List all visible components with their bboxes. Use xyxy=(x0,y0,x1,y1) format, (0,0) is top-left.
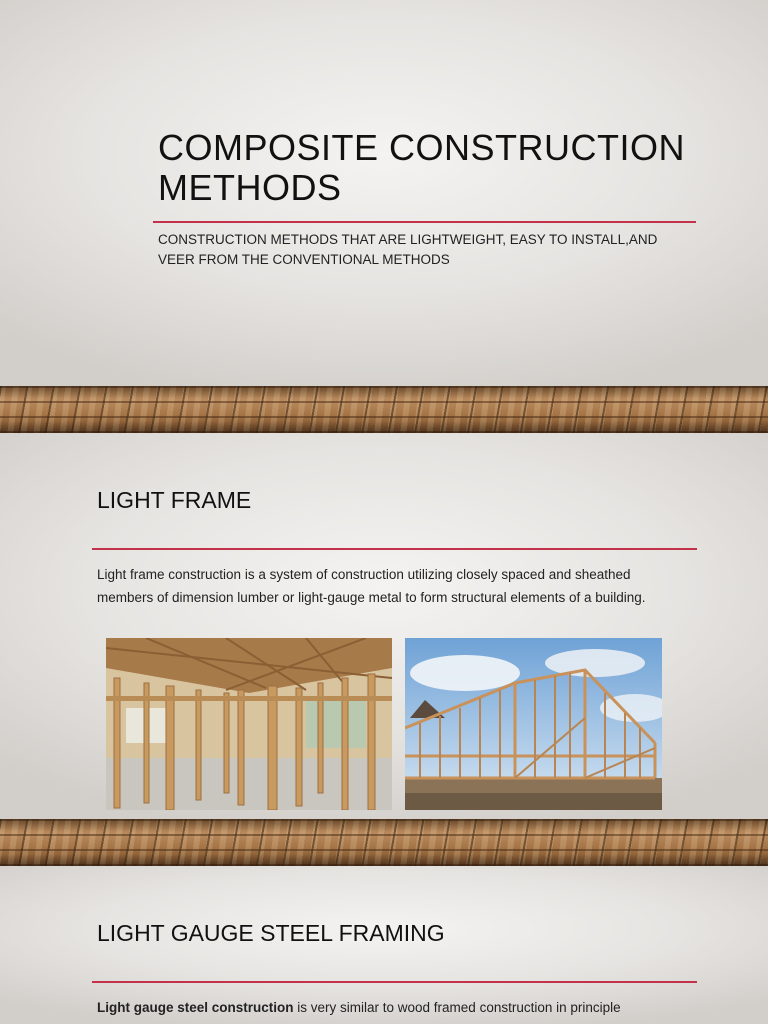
body-paragraph: Light frame construction is a system of construction utilizing closely spaced and sheathed members of dimension lumber or light-gauge metal to form structural elements of a building. xyxy=(97,567,646,605)
heading-rule xyxy=(92,981,697,983)
title-rule xyxy=(153,221,696,223)
wood-floor-divider xyxy=(0,819,768,866)
body-paragraph xyxy=(97,996,697,1019)
exterior-house-framing-photo xyxy=(405,638,662,810)
exterior-framing-illustration xyxy=(405,638,662,810)
slide-heading: LIGHT FRAME xyxy=(97,487,252,513)
wood-floor-divider xyxy=(0,386,768,433)
slide-title: COMPOSITE CONSTRUCTION METHODS xyxy=(158,127,686,208)
slide-2 xyxy=(0,433,768,819)
slide-subtitle: CONSTRUCTION METHODS THAT ARE LIGHTWEIGHT, EASY TO INSTALL,AND VEER FROM THE CONVENTIONAL METHODS xyxy=(158,232,658,267)
slide-3 xyxy=(0,866,768,1024)
slide-heading: LIGHT GAUGE STEEL FRAMING xyxy=(97,920,445,946)
heading-rule xyxy=(92,548,697,550)
body-text-rest: is very similar to wood framed construction in principle xyxy=(293,1000,621,1015)
interior-wood-framing-photo xyxy=(106,638,392,810)
interior-framing-illustration xyxy=(106,638,392,810)
body-bold-term: Light gauge steel construction xyxy=(97,1000,294,1015)
slide-1 xyxy=(0,0,768,386)
